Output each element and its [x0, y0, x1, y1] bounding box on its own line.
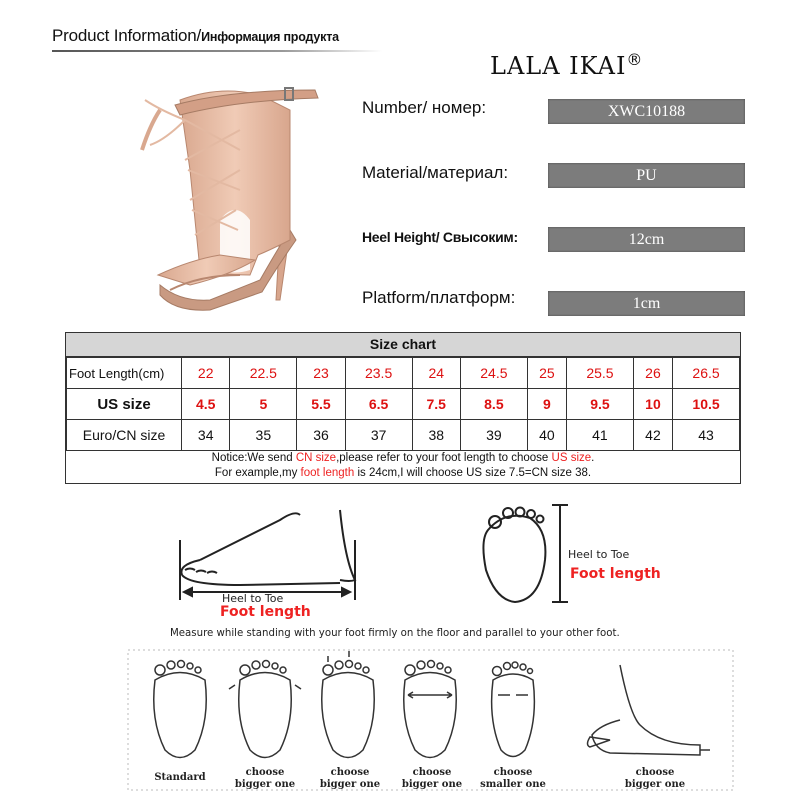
foot-types [154, 651, 710, 758]
table-cell: 10 [633, 389, 672, 420]
foot-label-4a: choose [412, 767, 452, 778]
table-cell: 10.5 [673, 389, 740, 420]
foot-label-2a: choose [245, 767, 285, 778]
header-title-en: Product Information/ [52, 26, 202, 45]
table-cell: 5 [230, 389, 297, 420]
side-foot-diagram [180, 510, 355, 600]
table-cell: 25.5 [567, 358, 634, 389]
heel-to-toe-label-side: Heel to Toe [222, 592, 284, 605]
table-cell: 9 [527, 389, 566, 420]
foot-narrow [492, 662, 535, 757]
header-title-ru: Информация продукта [201, 30, 339, 44]
foot-label-1: Standard [154, 772, 206, 783]
foot-standard [154, 661, 207, 758]
table-cell: 23.5 [345, 358, 412, 389]
notice-text: ,please refer to your foot length to choose [336, 452, 552, 464]
table-cell: 7.5 [412, 389, 460, 420]
foot-label-6a: choose [635, 767, 675, 778]
notice-text: . [591, 452, 595, 464]
foot-length-label-side: Foot length [220, 604, 311, 620]
table-cell: 5.5 [297, 389, 345, 420]
foot-length-label-top: Foot length [570, 566, 661, 582]
foot-label-3a: choose [330, 767, 370, 778]
table-cell: 26.5 [673, 358, 740, 389]
table-cell: 43 [673, 420, 740, 451]
table-cell: 34 [182, 420, 230, 451]
heel-to-toe-label-top: Heel to Toe [568, 548, 630, 561]
foot-label-4b: bigger one [401, 779, 463, 790]
measure-instruction: Measure while standing with your foot firmly on the floor and parallel to your other foot. [170, 628, 620, 639]
spec-value-heel-height: 12cm [548, 227, 745, 252]
foot-label-5b: smaller one [480, 779, 546, 790]
table-cell: 9.5 [567, 389, 634, 420]
foot-label-2b: bigger one [234, 779, 296, 790]
spec-label-heel-height: Heel Height/ Свысоким: [362, 229, 518, 245]
table-cell: 6.5 [345, 389, 412, 420]
notice-text: Notice:We send [211, 452, 296, 464]
notice-text: For example,my [214, 467, 301, 479]
foot-wide [404, 661, 457, 758]
spec-label-material: Material/материал: [362, 163, 509, 182]
top-foot-diagram [483, 505, 568, 602]
spec-value-material: PU [548, 163, 745, 188]
spec-label-number: Number/ номер: [362, 98, 487, 117]
notice-text: is 24cm,I will choose US size 7.5=CN size 38. [354, 467, 592, 479]
table-cell: 26 [633, 358, 672, 389]
notice-highlight: foot length [300, 467, 355, 479]
table-cell: 36 [297, 420, 345, 451]
table-cell: 40 [527, 420, 566, 451]
table-cell: 24 [412, 358, 460, 389]
spec-value-number: XWC10188 [548, 99, 745, 124]
foot-high-arch [588, 665, 711, 755]
table-cell: 38 [412, 420, 460, 451]
row-header: Foot Length(cm) [67, 358, 182, 389]
table-cell: 8.5 [460, 389, 527, 420]
brand-name: LALA IKAI [490, 52, 627, 80]
table-cell: 42 [633, 420, 672, 451]
table-cell: 22.5 [230, 358, 297, 389]
table-cell: 37 [345, 420, 412, 451]
foot-label-5a: choose [493, 767, 533, 778]
size-chart-title: Size chart [66, 333, 740, 357]
table-cell: 35 [230, 420, 297, 451]
foot-wide-toes [229, 661, 301, 758]
row-header: US size [67, 389, 182, 420]
notice-highlight: US size [551, 452, 592, 464]
row-header: Euro/CN size [67, 420, 182, 451]
table-cell: 39 [460, 420, 527, 451]
table-cell: 4.5 [182, 389, 230, 420]
spec-value-platform: 1cm [548, 291, 745, 316]
foot-long-toes [322, 651, 375, 758]
table-cell: 24.5 [460, 358, 527, 389]
spec-label-platform: Platform/платформ: [362, 288, 516, 307]
foot-type-labels [154, 767, 685, 790]
table-cell: 22 [182, 358, 230, 389]
foot-label-6b: bigger one [624, 779, 686, 790]
foot-label-3b: bigger one [319, 779, 381, 790]
table-cell: 41 [567, 420, 634, 451]
registered-mark: ® [626, 50, 644, 69]
notice-highlight: CN size [295, 452, 337, 464]
table-cell: 23 [297, 358, 345, 389]
table-cell: 25 [527, 358, 566, 389]
